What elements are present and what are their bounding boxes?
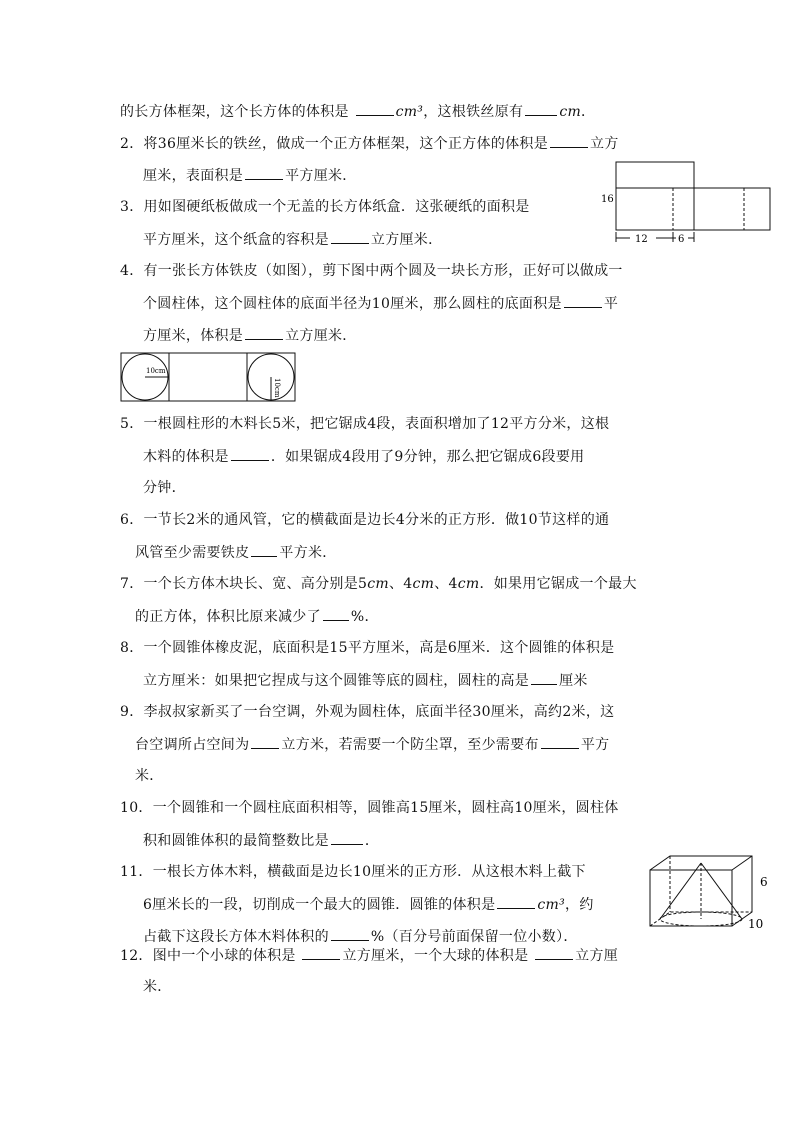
question-9-line-1: [120, 702, 614, 722]
text: 木料的体积是: [143, 449, 229, 465]
question-10-line-1: [120, 798, 619, 818]
unit-text: cm: [412, 576, 435, 592]
question-3-line-2: [143, 229, 442, 250]
text: 7．一个长方体木块长、宽、高分别是: [120, 576, 359, 592]
text: ．: [364, 833, 380, 849]
text: 2．将36厘米长的铁丝，做成一个正方体框架，这个正方体的体积是: [120, 136, 549, 152]
text: 占截下这段长方体木料体积的: [143, 929, 329, 945]
answer-blank[interactable]: [531, 670, 557, 685]
unit-text: cm³: [395, 104, 424, 120]
text: 11．一根长方体木料，横截面是边长10厘米的正方形．从这根木料上截下: [120, 864, 586, 880]
question-11-line-1: [120, 862, 586, 882]
text: 台空调所占空间为: [135, 737, 250, 753]
text: 6．一节长2米的通风管，它的横截面是边长4分米的正方形．做10节这样的通: [120, 512, 610, 528]
text: 9．李叔叔家新买了一台空调，外观为圆柱体，底面半径30厘米，高约2米，这: [120, 704, 615, 720]
question-12-line-1: [120, 945, 618, 966]
question-5-line-3: [143, 478, 186, 498]
question-6-line-1: [120, 510, 609, 530]
question-11-line-2: [143, 894, 594, 915]
text: 、: [434, 576, 449, 592]
text: %．: [350, 609, 379, 625]
text: 风管至少需要铁皮: [135, 545, 250, 561]
text: 的长方体框架，这个长方体的体积是: [120, 104, 349, 120]
q1-continuation: [120, 101, 595, 122]
text: 立方厘米．: [285, 328, 357, 344]
answer-blank[interactable]: [245, 165, 283, 180]
answer-blank[interactable]: [564, 293, 602, 308]
question-5-line-2: [143, 446, 584, 467]
text: 立方厘米．: [370, 232, 443, 248]
text: ．: [581, 104, 596, 120]
text: 5: [358, 576, 368, 592]
text: ．如果锯成4段用了9分钟，那么把它锯成6段要用: [270, 449, 585, 465]
answer-blank[interactable]: [231, 446, 269, 461]
text: 、: [388, 576, 404, 592]
answer-blank[interactable]: [541, 734, 579, 749]
question-9-line-2: [135, 734, 609, 755]
answer-blank[interactable]: [251, 734, 279, 749]
question-7-line-2: [135, 606, 379, 627]
text: 立方厘: [575, 948, 619, 964]
question-9-line-3: [135, 766, 164, 786]
question-6-line-2: [135, 542, 337, 563]
text: 平方米．: [279, 545, 337, 561]
question-12-line-2: [143, 977, 172, 997]
text: 3．用如图硬纸板做成一个无盖的长方体纸盒．这张硬纸的面积是: [120, 199, 530, 215]
text: 立方: [590, 136, 619, 152]
text: ，这根铁丝原有: [423, 104, 524, 120]
text: 米．: [135, 768, 164, 784]
question-4-line-1: [120, 261, 623, 281]
box-net-figure: [598, 158, 774, 248]
text: 立方厘米，一个大球的体积是: [342, 948, 529, 964]
question-2-line-1: [120, 133, 619, 154]
answer-blank[interactable]: [550, 133, 588, 148]
dimension-label-16: 16: [601, 194, 614, 205]
text: 平方厘米，这个纸盒的容积是: [143, 232, 329, 248]
text: 平: [603, 296, 619, 312]
unit-text: cm: [559, 104, 582, 120]
question-3-line-1: [120, 197, 530, 217]
answer-blank[interactable]: [535, 945, 573, 960]
cuboid-side-label-10: 10: [748, 917, 764, 931]
text: ，约: [565, 897, 594, 913]
question-8-line-1: [120, 638, 614, 658]
text: 平方: [580, 737, 610, 753]
question-4-line-2: [143, 293, 618, 314]
text: 8．一个圆锥体橡皮泥，底面积是15平方厘米，高是6厘米．这个圆锥的体积是: [120, 640, 615, 656]
question-8-line-2: [143, 670, 588, 691]
text: ．如果用它锯成一个最大: [479, 576, 637, 592]
text: 6厘米长的一段，切削成一个最大的圆锥．圆锥的体积是: [143, 897, 496, 913]
text: 分钟．: [143, 480, 186, 496]
question-2-line-2: [143, 165, 357, 186]
cuboid-length-label-6: 6: [760, 875, 768, 889]
answer-blank[interactable]: [251, 542, 277, 557]
question-4-line-3: [143, 325, 357, 346]
answer-blank[interactable]: [525, 101, 557, 116]
question-7-line-1: [120, 574, 637, 594]
answer-blank[interactable]: [331, 926, 369, 941]
text: 10．一个圆锥和一个圆柱底面积相等，圆锥高15厘米，圆柱高10厘米，圆柱体: [120, 800, 619, 816]
answer-blank[interactable]: [302, 945, 340, 960]
text: 4: [403, 576, 413, 592]
question-5-line-1: [120, 414, 609, 434]
answer-blank[interactable]: [356, 101, 394, 116]
dimension-label-12: 12: [635, 234, 648, 245]
question-10-line-2: [143, 830, 379, 851]
question-11-line-3: [143, 926, 578, 947]
answer-blank[interactable]: [245, 325, 283, 340]
answer-blank[interactable]: [497, 894, 535, 909]
dimension-label-6: 6: [678, 234, 685, 245]
answer-blank[interactable]: [331, 229, 369, 244]
text: 厘米: [559, 673, 588, 689]
cone-in-cuboid-figure: [648, 852, 776, 932]
text: 米．: [143, 979, 172, 995]
text: 4: [448, 576, 458, 592]
text: 立方米，若需要一个防尘罩，至少需要布: [281, 737, 539, 753]
text: 方厘米，体积是: [143, 328, 244, 344]
text: 立方厘米：如果把它捏成与这个圆锥等底的圆柱，圆柱的高是: [143, 673, 530, 689]
text: 5．一根圆柱形的木料长5米，把它锯成4段，表面积增加了12平方分米，这根: [120, 416, 610, 432]
text: 12．图中一个小球的体积是: [120, 948, 296, 964]
radius-label-right: 10cm: [273, 378, 281, 398]
unit-text: cm: [367, 576, 389, 592]
radius-label-left: 10cm: [146, 367, 166, 375]
text: 厘米，表面积是: [143, 168, 244, 184]
text: 平方厘米．: [285, 168, 357, 184]
answer-blank[interactable]: [323, 606, 349, 621]
text: 个圆柱体，这个圆柱体的底面半径为10厘米，那么圆柱的底面积是: [143, 296, 562, 312]
text: 4．有一张长方体铁皮（如图），剪下图中两个圆及一块长方形，正好可以做成一: [120, 263, 623, 279]
sheet-circles-figure: [120, 352, 296, 402]
answer-blank[interactable]: [331, 830, 363, 845]
unit-text: cm: [457, 576, 480, 592]
text: 积和圆锥体积的最简整数比是: [143, 833, 329, 849]
unit-text: cm³: [537, 897, 566, 913]
text: 的正方体，体积比原来减少了: [135, 609, 321, 625]
text: %（百分号前面保留一位小数）．: [370, 929, 578, 945]
